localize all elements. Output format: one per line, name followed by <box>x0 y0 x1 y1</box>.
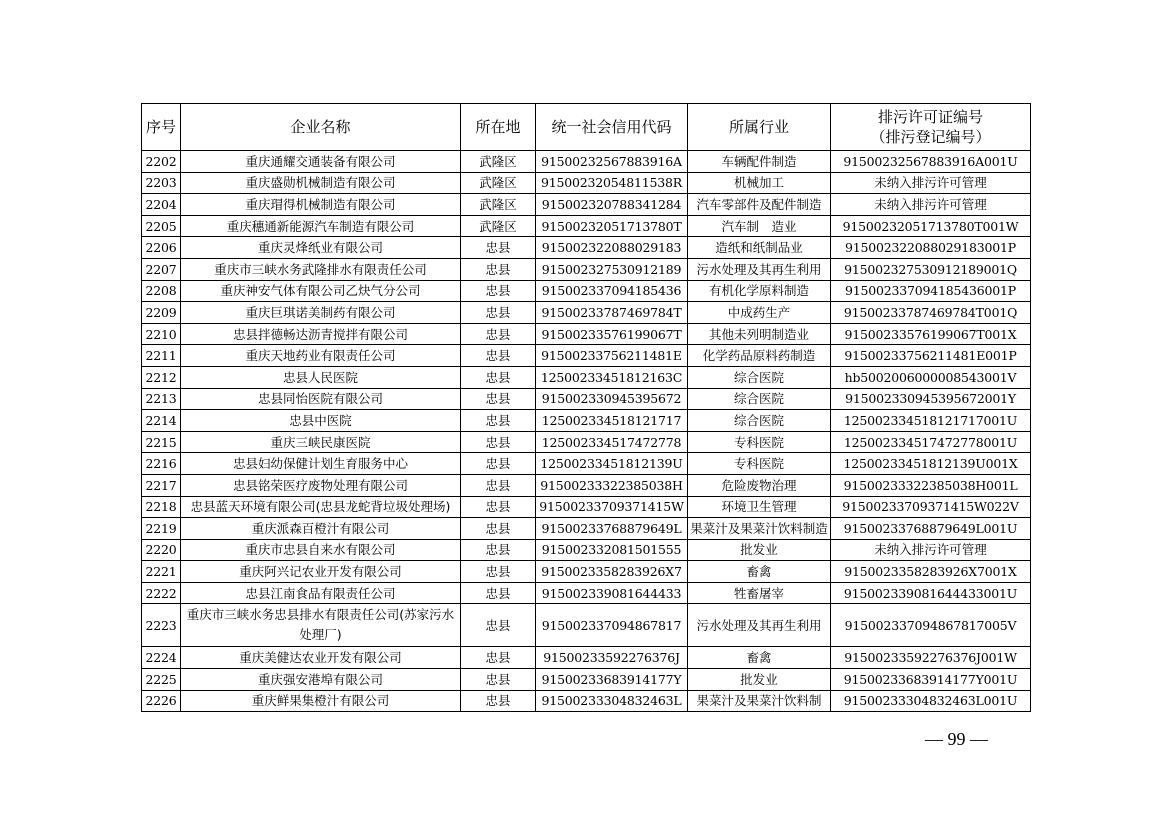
permit-number: 91500232051713780T001W <box>831 215 1031 237</box>
location: 忠县 <box>461 366 536 388</box>
row-index: 2211 <box>142 345 181 367</box>
location: 忠县 <box>461 453 536 475</box>
company-name: 重庆派森百橙汁有限公司 <box>181 518 461 540</box>
industry: 造纸和纸制品业 <box>688 237 831 259</box>
permit-number: 915002327530912189001Q <box>831 258 1031 280</box>
permit-number: 91500233576199067T001X <box>831 323 1031 345</box>
credit-code: 91500233322385038H <box>536 474 688 496</box>
table-row <box>142 604 1031 647</box>
company-name: 重庆阿兴记农业开发有限公司 <box>181 561 461 583</box>
credit-code: 125002334517472778 <box>536 431 688 453</box>
row-index: 2213 <box>142 388 181 410</box>
row-index: 2210 <box>142 323 181 345</box>
permit-number: 未纳入排污许可管理 <box>831 539 1031 561</box>
location: 忠县 <box>461 539 536 561</box>
permit-number: 91500233787469784T001Q <box>831 302 1031 324</box>
company-name: 忠县妇幼保健计划生育服务中心 <box>181 453 461 475</box>
industry: 环境卫生管理 <box>688 496 831 518</box>
header-permit-line1: 排污许可证编号 <box>877 108 983 126</box>
row-index: 2212 <box>142 366 181 388</box>
company-name: 重庆三峡民康医院 <box>181 431 461 453</box>
location: 忠县 <box>461 582 536 604</box>
industry: 果菜汁及果菜汁饮料制造 <box>688 518 831 540</box>
industry: 汽车制 造业 <box>688 215 831 237</box>
permit-number: 12500233451812139U001X <box>831 453 1031 475</box>
table-row <box>142 237 1031 259</box>
row-index: 2217 <box>142 474 181 496</box>
company-name: 忠县蓝天环境有限公司(忠县龙蛇背垃圾处理场) <box>181 496 461 518</box>
table-row <box>142 258 1031 280</box>
credit-code: 91500233683914177Y <box>536 669 688 691</box>
row-index: 2214 <box>142 410 181 432</box>
table-row <box>142 388 1031 410</box>
location: 忠县 <box>461 496 536 518</box>
table-row <box>142 345 1031 367</box>
permit-number: 91500233592276376J001W <box>831 647 1031 669</box>
credit-code: 915002332081501555 <box>536 539 688 561</box>
credit-code: 91500233576199067T <box>536 323 688 345</box>
industry: 汽车零部件及配件制造 <box>688 194 831 216</box>
company-name: 重庆通耀交通装备有限公司 <box>181 151 461 173</box>
row-index: 2216 <box>142 453 181 475</box>
row-index: 2204 <box>142 194 181 216</box>
credit-code: 12500233451812163C <box>536 366 688 388</box>
industry: 批发业 <box>688 669 831 691</box>
location: 忠县 <box>461 258 536 280</box>
company-name: 重庆瑁得机械制造有限公司 <box>181 194 461 216</box>
credit-code: 91500233768879649L <box>536 518 688 540</box>
permit-number: 91500232567883916A001U <box>831 151 1031 173</box>
company-name: 重庆市三峡水务忠县排水有限责任公司(苏家污水处理厂) <box>181 604 461 647</box>
location: 武隆区 <box>461 172 536 194</box>
industry: 专科医院 <box>688 431 831 453</box>
location: 忠县 <box>461 302 536 324</box>
company-name: 重庆美健达农业开发有限公司 <box>181 647 461 669</box>
header-permit-line2: （排污登记编号） <box>870 128 991 146</box>
industry: 果菜汁及果菜汁饮料制 <box>688 690 831 712</box>
industry: 批发业 <box>688 539 831 561</box>
row-index: 2219 <box>142 518 181 540</box>
industry: 牲畜屠宰 <box>688 582 831 604</box>
location: 忠县 <box>461 690 536 712</box>
permit-number: 915002339081644433001U <box>831 582 1031 604</box>
company-name: 重庆神安气体有限公司乙炔气分公司 <box>181 280 461 302</box>
header-index: 序号 <box>142 104 181 151</box>
permit-number: 未纳入排污许可管理 <box>831 194 1031 216</box>
company-name: 重庆市三峡水务武隆排水有限责任公司 <box>181 258 461 280</box>
table-row <box>142 366 1031 388</box>
location: 忠县 <box>461 431 536 453</box>
industry: 机械加工 <box>688 172 831 194</box>
credit-code: 125002334518121717 <box>536 410 688 432</box>
industry: 车辆配件制造 <box>688 151 831 173</box>
table-row <box>142 690 1031 712</box>
credit-code: 91500233756211481E <box>536 345 688 367</box>
row-index: 2205 <box>142 215 181 237</box>
company-name: 重庆强安港埠有限公司 <box>181 669 461 691</box>
header-industry: 所属行业 <box>688 104 831 151</box>
industry: 专科医院 <box>688 453 831 475</box>
industry: 畜禽 <box>688 561 831 583</box>
location: 忠县 <box>461 561 536 583</box>
company-name: 重庆穗通新能源汽车制造有限公司 <box>181 215 461 237</box>
table-row <box>142 647 1031 669</box>
permit-number: 91500233322385038H001L <box>831 474 1031 496</box>
company-name: 忠县拌德畅达沥青搅拌有限公司 <box>181 323 461 345</box>
permit-number: 125002334517472778001U <box>831 431 1031 453</box>
company-name: 忠县同怡医院有限公司 <box>181 388 461 410</box>
location: 忠县 <box>461 518 536 540</box>
header-location: 所在地 <box>461 104 536 151</box>
table-row <box>142 561 1031 583</box>
row-index: 2215 <box>142 431 181 453</box>
table-row <box>142 518 1031 540</box>
row-index: 2222 <box>142 582 181 604</box>
location: 忠县 <box>461 323 536 345</box>
header-company-name: 企业名称 <box>181 104 461 151</box>
permit-number: 91500233304832463L001U <box>831 690 1031 712</box>
industry: 有机化学原料制造 <box>688 280 831 302</box>
table-row <box>142 151 1031 173</box>
company-name: 忠县铭荣医疗废物处理有限公司 <box>181 474 461 496</box>
location: 忠县 <box>461 410 536 432</box>
row-index: 2202 <box>142 151 181 173</box>
table-row <box>142 496 1031 518</box>
table-row <box>142 302 1031 324</box>
permit-number: 未纳入排污许可管理 <box>831 172 1031 194</box>
industry: 其他未列明制造业 <box>688 323 831 345</box>
permit-number: hb500200600000854300​1V <box>831 366 1031 388</box>
industry: 综合医院 <box>688 410 831 432</box>
table-row <box>142 453 1031 475</box>
permit-number: 915002322088029183001P <box>831 237 1031 259</box>
row-index: 2209 <box>142 302 181 324</box>
location: 忠县 <box>461 345 536 367</box>
credit-code: 915002337094185436 <box>536 280 688 302</box>
location: 忠县 <box>461 669 536 691</box>
credit-code: 91500232567883916A <box>536 151 688 173</box>
industry: 畜禽 <box>688 647 831 669</box>
table-row <box>142 582 1031 604</box>
credit-code: 915002320788341284 <box>536 194 688 216</box>
table-row <box>142 474 1031 496</box>
permit-number: 125002334518121717001U <box>831 410 1031 432</box>
credit-code: 91500232054811538R <box>536 172 688 194</box>
table-header-row <box>142 104 1031 151</box>
page-number: — 99 — <box>925 729 988 749</box>
company-name: 重庆灵烽纸业有限公司 <box>181 237 461 259</box>
credit-code: 915002339081644433 <box>536 582 688 604</box>
row-index: 2206 <box>142 237 181 259</box>
credit-code: 91500233709371415W <box>536 496 688 518</box>
credit-code: 12500233451812139U <box>536 453 688 475</box>
location: 武隆区 <box>461 151 536 173</box>
permit-number: 91500233683914177Y001U <box>831 669 1031 691</box>
permit-number: 915002330945395672001Y <box>831 388 1031 410</box>
company-name: 重庆巨琪诺美制药有限公司 <box>181 302 461 324</box>
credit-code: 91500233592276376J <box>536 647 688 669</box>
permit-number: 9150023358283926X7001X <box>831 561 1031 583</box>
table-row <box>142 323 1031 345</box>
credit-code: 915002327530912189 <box>536 258 688 280</box>
table-row <box>142 194 1031 216</box>
industry: 危险废物治理 <box>688 474 831 496</box>
row-index: 2218 <box>142 496 181 518</box>
company-name: 重庆天地药业有限责任公司 <box>181 345 461 367</box>
industry: 化学药品原料药制造 <box>688 345 831 367</box>
industry: 污水处理及其再生利用 <box>688 604 831 647</box>
header-permit-number <box>831 104 1031 151</box>
table-row <box>142 172 1031 194</box>
permit-number: 91500233768879649L001U <box>831 518 1031 540</box>
industry: 中成药生产 <box>688 302 831 324</box>
row-index: 2223 <box>142 604 181 647</box>
location: 忠县 <box>461 474 536 496</box>
enterprise-permit-table <box>141 103 1031 712</box>
credit-code: 91500233304832463L <box>536 690 688 712</box>
row-index: 2226 <box>142 690 181 712</box>
row-index: 2203 <box>142 172 181 194</box>
row-index: 2220 <box>142 539 181 561</box>
table-row <box>142 280 1031 302</box>
location: 武隆区 <box>461 215 536 237</box>
credit-code: 915002322088029183 <box>536 237 688 259</box>
row-index: 2221 <box>142 561 181 583</box>
industry: 综合医院 <box>688 366 831 388</box>
table-row <box>142 431 1031 453</box>
row-index: 2207 <box>142 258 181 280</box>
credit-code: 9150023358283926X7 <box>536 561 688 583</box>
industry: 综合医院 <box>688 388 831 410</box>
location: 忠县 <box>461 237 536 259</box>
header-credit-code: 统一社会信用代码 <box>536 104 688 151</box>
permit-number: 91500233709371415W022V <box>831 496 1031 518</box>
company-name: 忠县人民医院 <box>181 366 461 388</box>
industry: 污水处理及其再生利用 <box>688 258 831 280</box>
location: 忠县 <box>461 604 536 647</box>
row-index: 2224 <box>142 647 181 669</box>
table-row <box>142 215 1031 237</box>
row-index: 2208 <box>142 280 181 302</box>
table-row <box>142 539 1031 561</box>
company-name: 忠县江南食品有限责任公司 <box>181 582 461 604</box>
location: 忠县 <box>461 647 536 669</box>
location: 忠县 <box>461 388 536 410</box>
table-row <box>142 669 1031 691</box>
location: 武隆区 <box>461 194 536 216</box>
credit-code: 915002330945395672 <box>536 388 688 410</box>
permit-number: 91500233756211481E001P <box>831 345 1031 367</box>
permit-number: 915002337094185436001P <box>831 280 1031 302</box>
table-row <box>142 410 1031 432</box>
permit-number: 915002337094867817005V <box>831 604 1031 647</box>
company-name: 重庆市忠县自来水有限公司 <box>181 539 461 561</box>
credit-code: 91500233787469784T <box>536 302 688 324</box>
company-name: 重庆鲜果集橙汁有限公司 <box>181 690 461 712</box>
company-name: 重庆盛勋机械制造有限公司 <box>181 172 461 194</box>
credit-code: 915002337094867817 <box>536 604 688 647</box>
company-name: 忠县中医院 <box>181 410 461 432</box>
row-index: 2225 <box>142 669 181 691</box>
location: 忠县 <box>461 280 536 302</box>
credit-code: 91500232051713780T <box>536 215 688 237</box>
